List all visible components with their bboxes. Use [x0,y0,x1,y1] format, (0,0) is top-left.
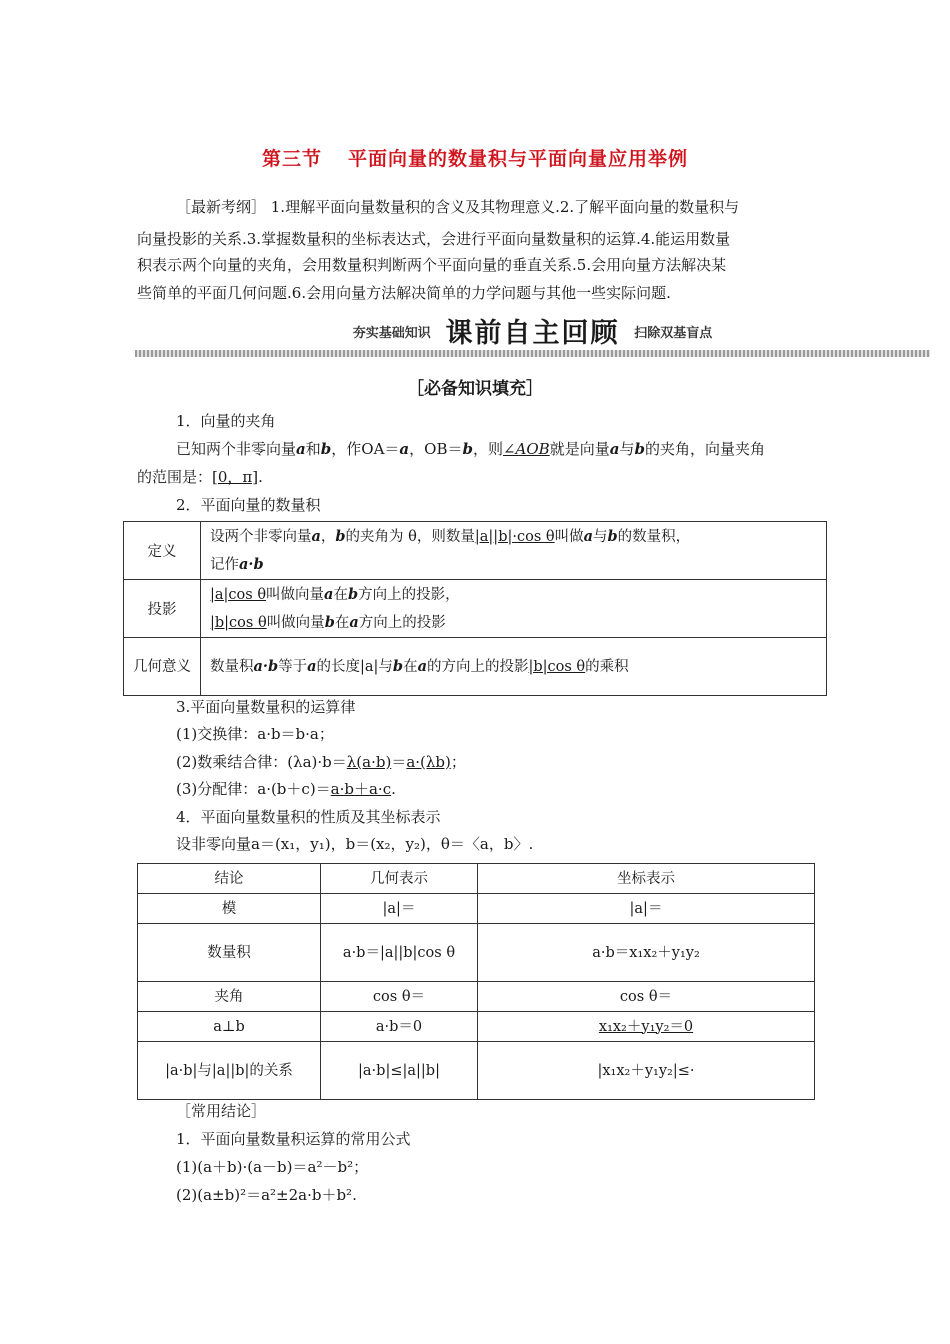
answer-blank: |b|cos θ [528,658,586,675]
answer-blank: a·b＋a·c [330,780,392,798]
row-head: 几何意义 [124,638,201,696]
answer-blank: λ(a·b) [346,753,392,771]
table-cell: |a·b|与|a||b|的关系 [138,1042,321,1100]
syllabus-line: 些简单的平面几何问题.6.会用向量方法解决简单的力学问题与其他一些实际问题. [137,284,671,302]
s3-law1: (1)交换律：a·b＝b·a； [176,725,334,743]
row-head: 定义 [124,522,201,580]
table-cell: a·b＝0 [321,1012,478,1042]
s1-line1: 已知两个非零向量a和b，作OA＝a，OB＝b，则∠AOB就是向量a与b的夹角，向量夹角 [176,440,765,458]
properties-table [137,863,815,1100]
table-cell: a⊥b [138,1012,321,1042]
table-header-row [138,864,815,894]
syllabus-line: 向量投影的关系.3.掌握数量积的坐标表达式，会进行平面向量数量积的运算.4.能运用数量 [137,230,731,248]
table-row [138,924,815,982]
column-header: 几何表示 [321,864,478,894]
common-label: ［常用结论］ [176,1102,267,1120]
answer-blank: |a||b|·cos θ [474,528,555,545]
row-content: |a|cos θ叫做向量a在b方向上的投影， |b|cos θ叫做向量b在a方向上的投影 [201,580,827,638]
answer-blank: |b|cos θ [210,614,267,631]
table-row [138,894,815,924]
dot-product-table [123,521,827,696]
answer-blank: a·(λb) [406,753,451,771]
table-cell: |a·b|≤|a||b| [321,1042,478,1100]
table-row [124,522,827,580]
banner-divider [135,350,930,357]
table-row [138,982,815,1012]
table-cell: |a|＝ [478,894,815,924]
table-row [124,580,827,638]
section-banner [135,318,930,360]
answer-blank: ∠AOB [502,440,550,458]
s4-intro: 设非零向量a＝(x₁，y₁)，b＝(x₂，y₂)，θ＝〈a，b〉. [176,835,534,853]
banner-left-text: 夯实基础知识 [352,326,431,341]
row-content: 设两个非零向量a，b的夹角为 θ，则数量|a||b|·cos θ叫做a与b的数量积， 记作a·b [201,522,827,580]
table-cell: 数量积 [138,924,321,982]
s1-line2: 的范围是：[0，π]. [137,468,263,486]
column-header: 结论 [138,864,321,894]
row-head: 投影 [124,580,201,638]
column-header: 坐标表示 [478,864,815,894]
answer-blank: [0，π] [212,468,259,486]
syllabus-line: ［最新考纲］ 1.理解平面向量数量积的含义及其物理意义.2.了解平面向量的数量积与 [176,198,740,216]
banner-right-text: 扫除双基盲点 [634,326,713,341]
table-cell: 模 [138,894,321,924]
answer-blank: |a|cos θ [210,586,267,603]
s4-heading: 4．平面向量数量积的性质及其坐标表示 [176,808,441,826]
section-heading: ［必备知识填充］ [407,379,543,399]
s3-heading: 3.平面向量数量积的运算律 [176,698,356,716]
table-cell: a·b＝|a||b|cos θ [321,924,478,982]
common-heading: 1．平面向量数量积运算的常用公式 [176,1130,411,1148]
s2-heading: 2．平面向量的数量积 [176,496,321,514]
formula: (1)(a＋b)·(a－b)＝a²－b²； [176,1158,369,1176]
syllabus-line: 积表示两个向量的夹角，会用数量积判断两个平面向量的垂直关系.5.会用向量方法解决某 [137,256,727,274]
table-row [138,1012,815,1042]
formula: (2)(a±b)²＝a²±2a·b＋b². [176,1186,357,1204]
table-row [124,638,827,696]
table-cell: |a|＝ [321,894,478,924]
table-row [138,1042,815,1100]
table-cell: cos θ＝ [321,982,478,1012]
s1-heading: 1．向量的夹角 [176,412,276,430]
page-title: 第三节 平面向量的数量积与平面向量应用举例 [261,148,689,170]
row-content: 数量积a·b等于a的长度|a|与b在a的方向上的投影|b|cos θ的乘积 [201,638,827,696]
s3-law3: (3)分配律：a·(b＋c)＝a·b＋a·c. [176,780,396,798]
answer-blank: x₁x₂＋y₁y₂＝0 [478,1012,815,1042]
table-cell: cos θ＝ [478,982,815,1012]
s3-law2: (2)数乘结合律：(λa)·b＝λ(a·b)＝a·(λb)； [176,753,466,771]
table-cell: a·b＝x₁x₂＋y₁y₂ [478,924,815,982]
banner-title: 课前自主回顾 [445,318,620,349]
table-cell: 夹角 [138,982,321,1012]
table-cell: |x₁x₂＋y₁y₂|≤· [478,1042,815,1100]
